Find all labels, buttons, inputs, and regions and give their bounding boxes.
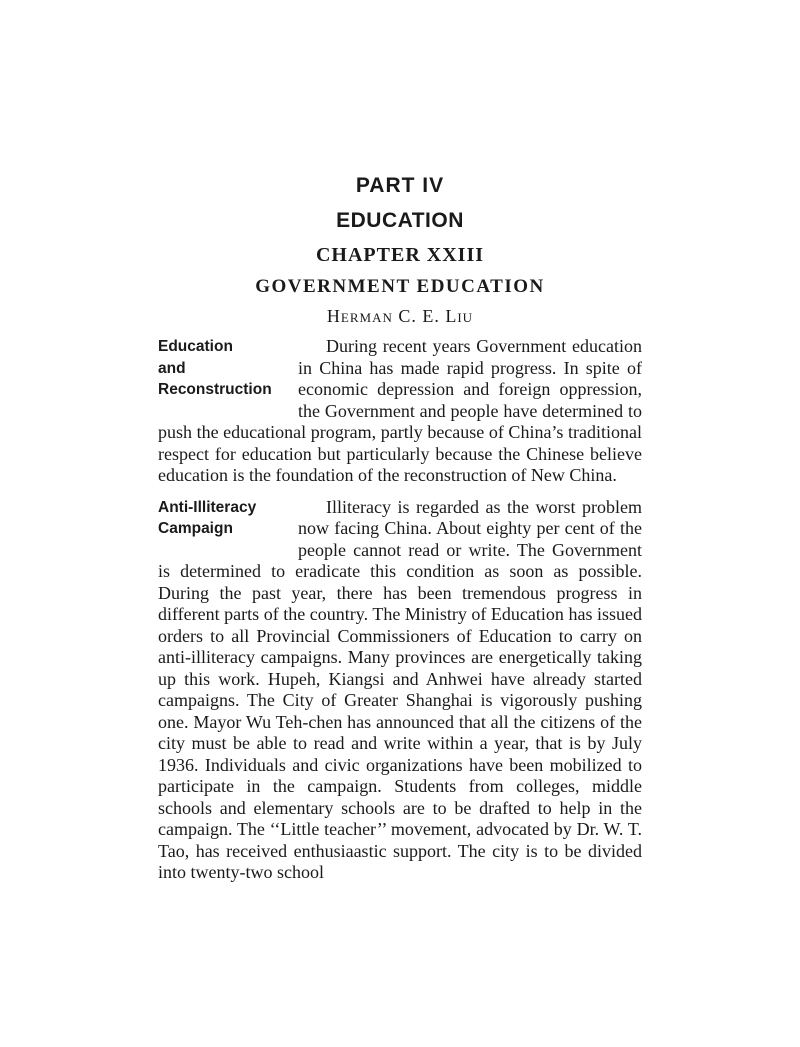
sidenote-education-reconstruction: [158, 336, 298, 422]
author-name: Herman C. E. Liu: [326, 306, 474, 326]
paragraph-anti-illiteracy: [158, 497, 642, 884]
part-heading: PART IV: [355, 174, 445, 197]
sidenote-line: and: [158, 359, 186, 377]
paragraph-text: Illiteracy is regarded as the worst problem now facing China. About eighty per cent of the people cannot read or write. The Government is determined to eradicate this condition as soon as possible. During the past year, there has been tremendous progress in different parts of the country. The Ministry of Education has issued orders to all Provincial Commissioners of Education to carry on anti-illiteracy campaigns. Many provinces are energetically taking up this work. Hupeh, Kiangsi and Anhwei have already started campaigns. The City of Greater Shanghai is vigorously pushing one. Mayor Wu Teh-chen has announced that all the citizens of the city must be able to read and write within a year, that is by July 1936. Individuals and civic organizations have been mobilized to participate in the campaign. Students from colleges, middle schools and elementary schools are to be drafted to help in the campaign. The ‘‘Little teacher’’ movement, advocated by Dr. W. T. Tao, has received enthusiaastic support. The city is to be divided into twenty-two school: [158, 496, 642, 882]
paragraph-education-reconstruction: [158, 336, 642, 487]
sidenote-line: Reconstruction: [158, 381, 272, 398]
sidenote-line: Education: [158, 338, 233, 355]
chapter-title: GOVERNMENT EDUCATION: [255, 276, 545, 297]
sidenote-line: Anti-Illiteracy: [158, 498, 257, 516]
book-page: [158, 170, 642, 884]
sidenote-line: Campaign: [158, 520, 233, 537]
sidenote-anti-illiteracy: [158, 497, 298, 561]
section-heading: EDUCATION: [336, 209, 464, 232]
paragraph-text: During recent years Government education in China has made rapid progress. In spite of economic depression and foreign oppression, the Government and people have determined to push the educational program, partly because of China’s traditional respect for education but particularly because the Chinese believe education is the foundation of the reconstruction of New China.: [158, 336, 642, 485]
chapter-number: CHAPTER XXIII: [315, 244, 485, 266]
